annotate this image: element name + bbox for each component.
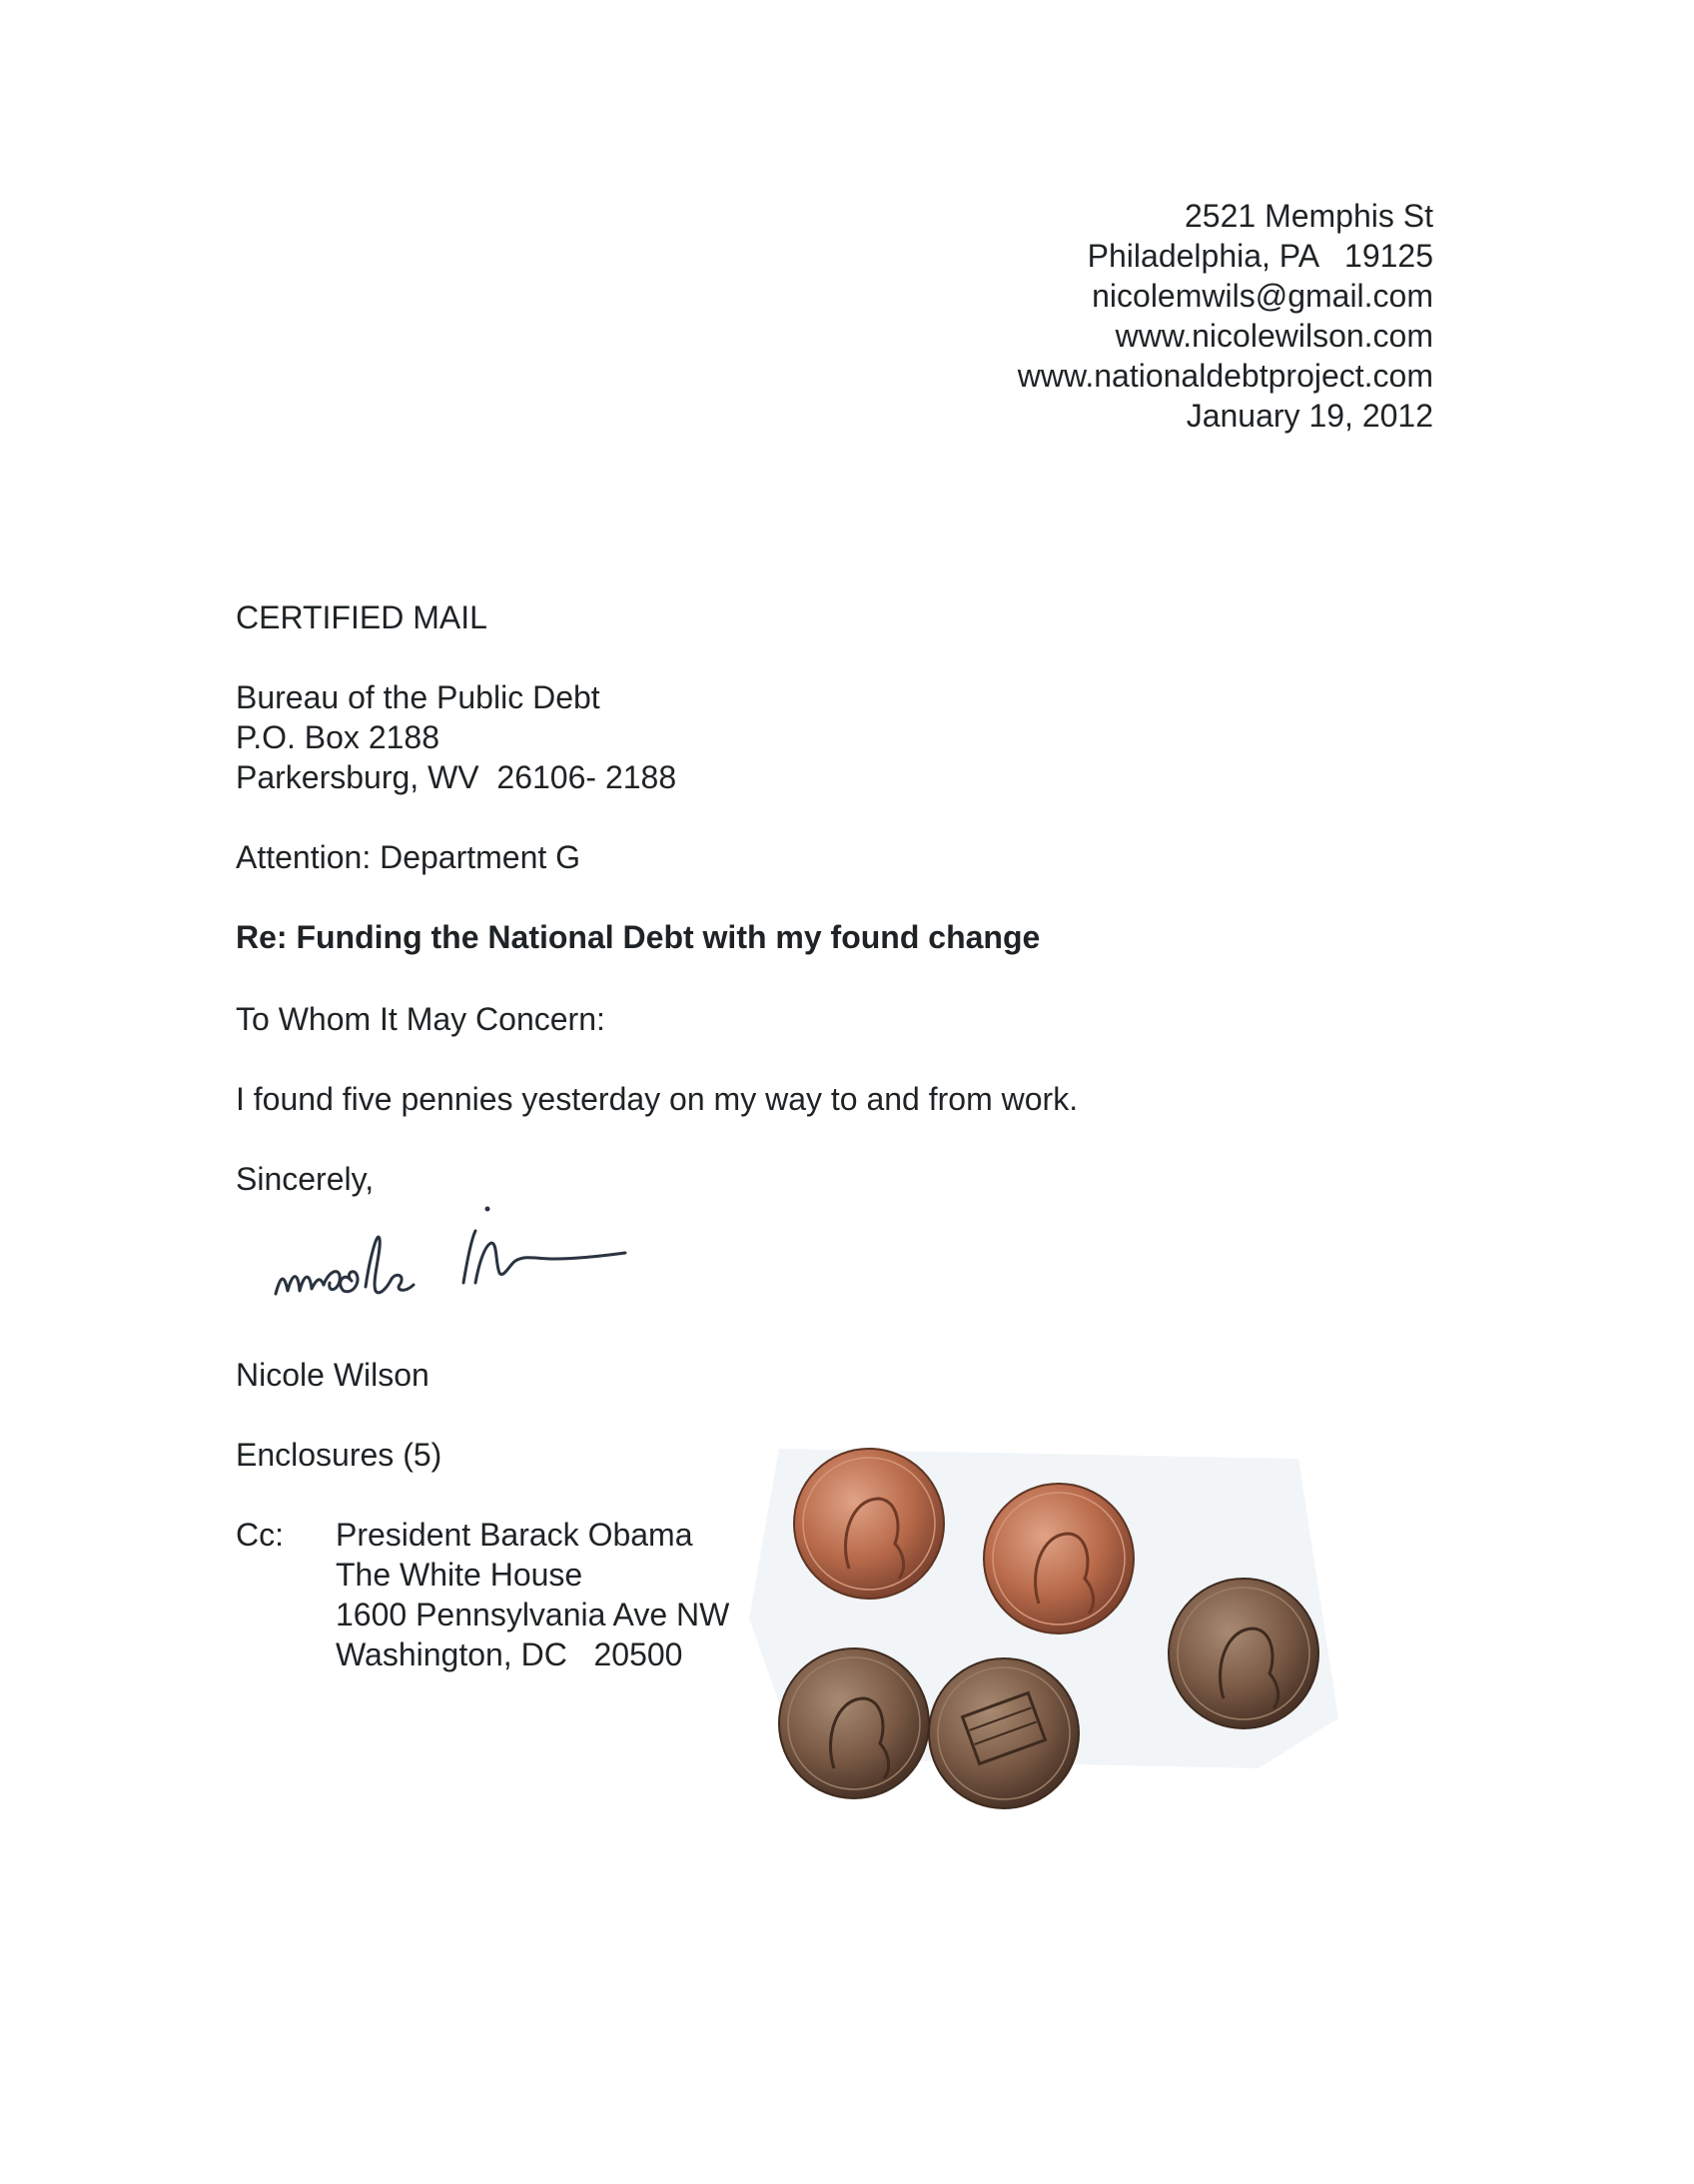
taped-pennies <box>739 1419 1358 1838</box>
cc-line: 1600 Pennsylvania Ave NW <box>336 1597 730 1633</box>
body-paragraph: I found five pennies yesterday on my way to and from work. <box>236 1081 1079 1117</box>
cc-line: Washington, DC 20500 <box>336 1637 683 1672</box>
recipient-city-line: Parkersburg, WV 26106- 2188 <box>236 759 677 795</box>
signer-name: Nicole Wilson <box>236 1357 429 1393</box>
sender-city-line: Philadelphia, PA 19125 <box>1087 238 1433 274</box>
sender-website-2: www.nationaldebtproject.com <box>1017 358 1433 394</box>
recipient-po-box: P.O. Box 2188 <box>236 719 439 755</box>
letter-date: January 19, 2012 <box>1186 398 1433 434</box>
sender-website-1: www.nicolewilson.com <box>1115 318 1433 354</box>
handwritten-signature <box>266 1199 685 1329</box>
cc-address-block <box>336 1515 729 1674</box>
penny-icon <box>1169 1579 1318 1728</box>
enclosures-note: Enclosures (5) <box>236 1437 442 1473</box>
salutation: To Whom It May Concern: <box>236 1001 605 1037</box>
cc-label: Cc: <box>236 1517 284 1553</box>
penny-icon <box>779 1648 929 1798</box>
sender-street: 2521 Memphis St <box>1184 198 1433 234</box>
penny-icon <box>794 1449 944 1599</box>
sender-email: nicolemwils@gmail.com <box>1092 278 1433 314</box>
cc-line: President Barack Obama <box>336 1517 693 1553</box>
penny-icon <box>929 1658 1079 1808</box>
mail-type: CERTIFIED MAIL <box>236 599 487 635</box>
penny-icon <box>984 1484 1134 1634</box>
sender-address-block <box>1018 196 1433 436</box>
subject-line: Re: Funding the National Debt with my found change <box>236 919 1041 955</box>
cc-line: The White House <box>336 1557 583 1593</box>
closing: Sincerely, <box>236 1161 375 1197</box>
recipient-name: Bureau of the Public Debt <box>236 679 600 715</box>
recipient-address-block <box>236 677 676 797</box>
attention-line: Attention: Department G <box>236 839 581 875</box>
